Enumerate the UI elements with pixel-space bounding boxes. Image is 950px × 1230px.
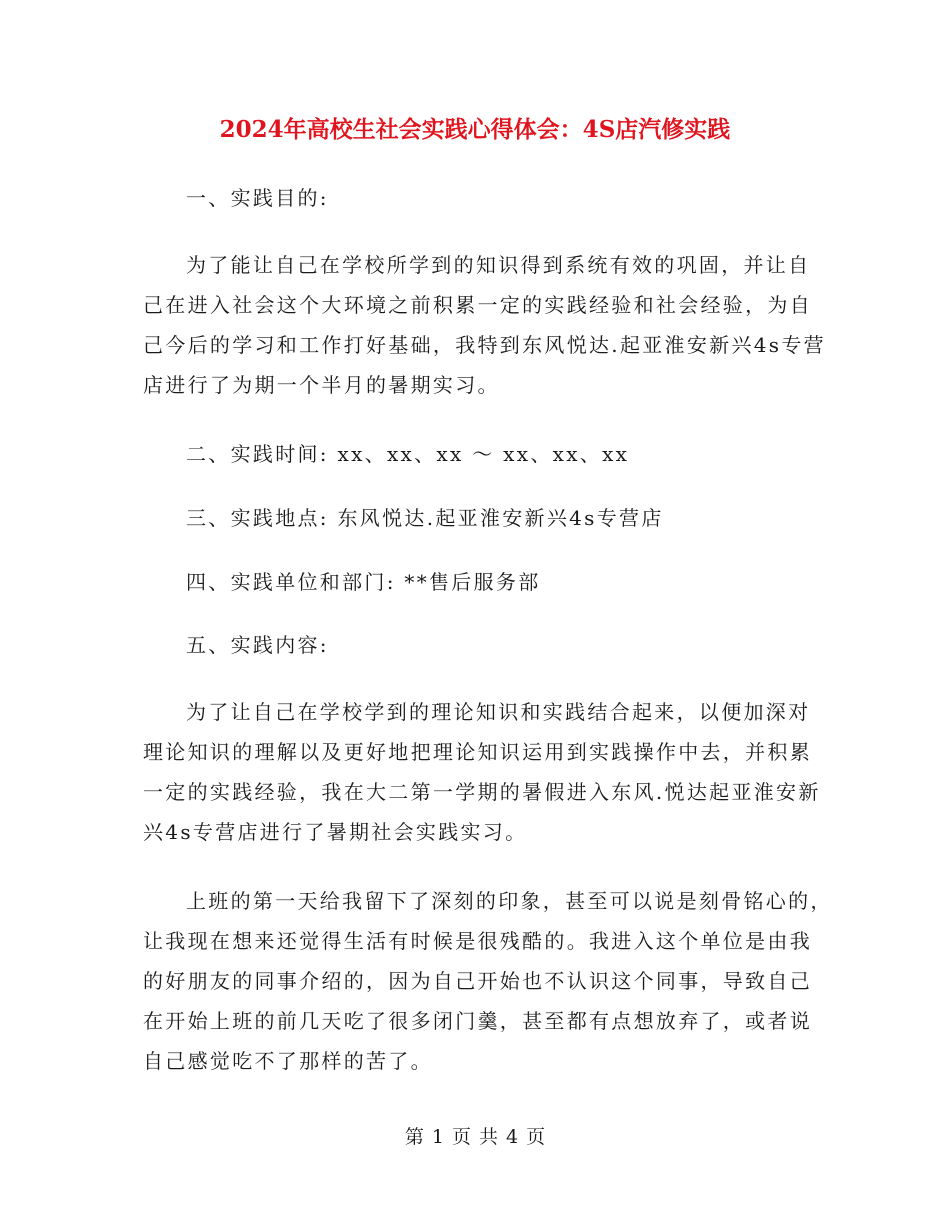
- section-practice-time: 二、实践时间: xx、xx、xx ～ xx、xx、xx: [186, 442, 630, 466]
- document-title: 2024年高校生社会实践心得体会：4S店汽修实践: [219, 116, 731, 143]
- paragraph-line: 为了让自己在学校学到的理论知识和实践结合起来，以便加深对: [186, 700, 811, 724]
- paragraph-line: 兴4s专营店进行了暑期社会实践实习。: [143, 820, 528, 844]
- paragraph-line: 的好朋友的同事介绍的，因为自己开始也不认识这个同事，导致自己: [143, 969, 812, 993]
- paragraph-line: 己在进入社会这个大环境之前积累一定的实践经验和社会经验，为自: [143, 293, 812, 317]
- paragraph-line: 在开始上班的前几天吃了很多闭门羹，甚至都有点想放弃了，或者说: [143, 1009, 812, 1033]
- paragraph-line: 店进行了为期一个半月的暑期实习。: [143, 373, 500, 397]
- page-number-footer: 第 1 页 共 4 页: [404, 1126, 546, 1148]
- paragraph-line: 上班的第一天给我留下了深刻的印象，甚至可以说是刻骨铭心的，: [186, 889, 833, 913]
- section-practice-unit: 四、实践单位和部门: **售后服务部: [186, 570, 541, 594]
- paragraph-line: 自己感觉吃不了那样的苦了。: [143, 1049, 433, 1073]
- section-heading-content: 五、实践内容:: [186, 633, 329, 657]
- paragraph-line: 理论知识的理解以及更好地把理论知识运用到实践操作中去，并积累: [143, 740, 812, 764]
- section-practice-location: 三、实践地点: 东风悦达.起亚淮安新兴4s专营店: [186, 506, 664, 530]
- paragraph-line: 为了能让自己在学校所学到的知识得到系统有效的巩固，并让自: [186, 253, 811, 277]
- paragraph-line: 己今后的学习和工作打好基础，我特到东风悦达.起亚淮安新兴4s专营: [143, 333, 826, 357]
- paragraph-line: 让我现在想来还觉得生活有时候是很残酷的。我进入这个单位是由我: [143, 929, 812, 953]
- section-heading-purpose: 一、实践目的:: [186, 186, 329, 210]
- paragraph-line: 一定的实践经验，我在大二第一学期的暑假进入东风.悦达起亚淮安新: [143, 780, 821, 804]
